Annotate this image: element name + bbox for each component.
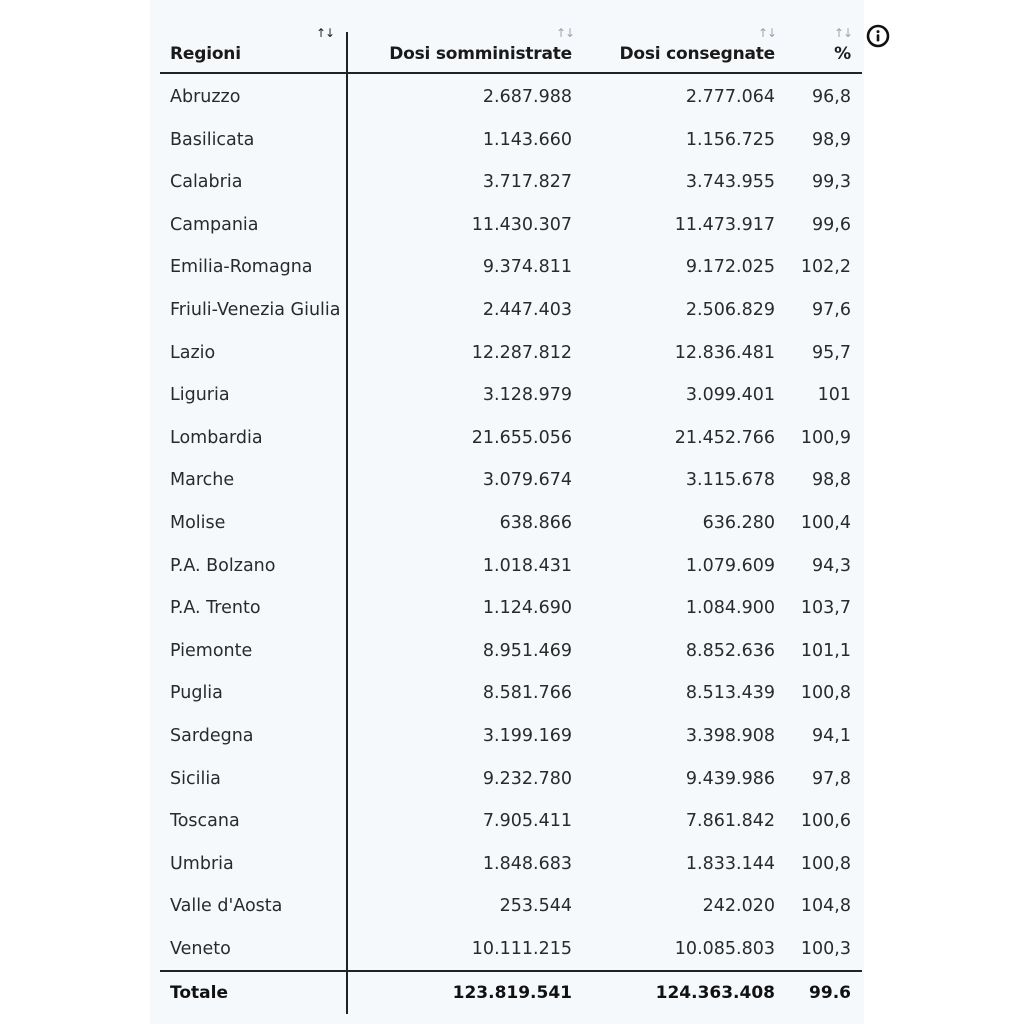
cell-percent: 104,8 (800, 896, 851, 917)
table-row (0, 204, 1024, 247)
cell-region: Friuli-Venezia Giulia (170, 299, 341, 320)
cell-region: Abruzzo (170, 87, 241, 107)
cell-region: P.A. Bolzano (170, 555, 276, 576)
cell-region: P.A. Trento (170, 598, 261, 619)
table-row (0, 289, 1024, 332)
column-header-percent[interactable]: % (834, 44, 851, 64)
table-row (0, 119, 1024, 162)
sort-percent-icon[interactable]: ↑↓ (834, 26, 853, 40)
cell-administered: 1.848.683 (482, 853, 572, 874)
table-row (0, 885, 1024, 928)
total-percent: 99.6 (809, 983, 851, 1003)
table-row (0, 332, 1024, 375)
total-label: Totale (170, 983, 228, 1003)
cell-administered: 8.951.469 (482, 640, 572, 661)
cell-delivered: 9.172.025 (685, 257, 775, 278)
total-row (0, 980, 1024, 1008)
cell-region: Campania (170, 214, 259, 235)
cell-region: Lazio (170, 342, 216, 363)
cell-delivered: 21.452.766 (674, 427, 775, 448)
cell-region: Emilia-Romagna (170, 257, 313, 278)
table-row (0, 587, 1024, 630)
cell-administered: 12.287.812 (471, 342, 572, 363)
cell-delivered: 242.020 (702, 896, 775, 917)
cell-delivered: 3.115.678 (685, 470, 775, 491)
cell-administered: 10.111.215 (471, 938, 572, 959)
cell-administered: 3.079.674 (482, 470, 572, 491)
cell-delivered: 2.777.064 (685, 87, 775, 107)
table-row (0, 758, 1024, 801)
header-rule (160, 72, 862, 74)
cell-percent: 96,8 (812, 87, 851, 107)
cell-administered: 1.124.690 (482, 598, 572, 619)
cell-administered: 638.866 (499, 512, 572, 533)
table-row (0, 417, 1024, 460)
cell-delivered: 12.836.481 (674, 342, 775, 363)
cell-percent: 95,7 (812, 342, 851, 363)
cell-administered: 2.687.988 (482, 87, 572, 107)
cell-administered: 3.128.979 (482, 385, 572, 406)
cell-region: Calabria (170, 172, 243, 193)
cell-administered: 2.447.403 (482, 299, 572, 320)
column-header-delivered[interactable]: Dosi consegnate (619, 44, 775, 64)
table-row (0, 630, 1024, 673)
table-row (0, 928, 1024, 971)
cell-percent: 94,1 (812, 725, 851, 746)
cell-delivered: 3.099.401 (685, 385, 775, 406)
cell-delivered: 10.085.803 (674, 938, 775, 959)
cell-percent: 97,8 (812, 768, 851, 789)
sort-regioni-icon[interactable]: ↑↓ (316, 26, 335, 40)
cell-percent: 98,8 (812, 470, 851, 491)
table-row (0, 246, 1024, 289)
table-row (0, 76, 1024, 119)
cell-percent: 99,6 (812, 214, 851, 235)
cell-region: Liguria (170, 385, 230, 406)
table-row (0, 502, 1024, 545)
cell-region: Marche (170, 470, 235, 491)
cell-percent: 101 (817, 385, 851, 406)
cell-region: Umbria (170, 853, 234, 874)
cell-delivered: 9.439.986 (685, 768, 775, 789)
cell-delivered: 2.506.829 (685, 299, 775, 320)
cell-administered: 1.143.660 (482, 129, 572, 150)
cell-region: Sardegna (170, 725, 254, 746)
column-header-regioni[interactable]: Regioni (170, 44, 241, 64)
cell-administered: 7.905.411 (482, 811, 572, 832)
cell-delivered: 1.156.725 (685, 129, 775, 150)
cell-delivered: 11.473.917 (674, 214, 775, 235)
table-row (0, 672, 1024, 715)
info-icon[interactable] (866, 24, 890, 48)
cell-percent: 94,3 (812, 555, 851, 576)
cell-delivered: 1.084.900 (685, 598, 775, 619)
cell-region: Toscana (170, 811, 240, 832)
total-delivered: 124.363.408 (655, 983, 775, 1003)
cell-percent: 102,2 (800, 257, 851, 278)
cell-percent: 100,8 (800, 683, 851, 704)
cell-percent: 100,8 (800, 853, 851, 874)
table-body (0, 76, 1024, 970)
column-header-administered[interactable]: Dosi somministrate (389, 44, 572, 64)
cell-delivered: 3.743.955 (685, 172, 775, 193)
cell-percent: 100,3 (800, 938, 851, 959)
table-row (0, 843, 1024, 886)
cell-region: Molise (170, 512, 226, 533)
cell-percent: 97,6 (812, 299, 851, 320)
cell-percent: 100,6 (800, 811, 851, 832)
sort-administered-icon[interactable]: ↑↓ (556, 26, 575, 40)
cell-delivered: 1.833.144 (685, 853, 775, 874)
cell-administered: 21.655.056 (471, 427, 572, 448)
cell-administered: 253.544 (499, 896, 572, 917)
cell-percent: 99,3 (812, 172, 851, 193)
cell-administered: 1.018.431 (482, 555, 572, 576)
cell-percent: 101,1 (800, 640, 851, 661)
table-row (0, 459, 1024, 502)
table-row (0, 800, 1024, 843)
cell-administered: 9.232.780 (482, 768, 572, 789)
cell-delivered: 8.852.636 (685, 640, 775, 661)
cell-percent: 100,9 (800, 427, 851, 448)
cell-administered: 11.430.307 (471, 214, 572, 235)
table-row (0, 374, 1024, 417)
cell-region: Lombardia (170, 427, 263, 448)
table-row (0, 545, 1024, 588)
cell-percent: 103,7 (800, 598, 851, 619)
cell-administered: 3.199.169 (482, 725, 572, 746)
cell-delivered: 636.280 (702, 512, 775, 533)
cell-region: Sicilia (170, 768, 221, 789)
cell-administered: 8.581.766 (482, 683, 572, 704)
table-row (0, 715, 1024, 758)
cell-region: Piemonte (170, 640, 253, 661)
cell-region: Puglia (170, 683, 223, 704)
cell-administered: 9.374.811 (482, 257, 572, 278)
table-row (0, 161, 1024, 204)
cell-region: Veneto (170, 938, 231, 959)
cell-percent: 100,4 (800, 512, 851, 533)
cell-region: Valle d'Aosta (170, 896, 283, 917)
cell-percent: 98,9 (812, 129, 851, 150)
cell-delivered: 7.861.842 (685, 811, 775, 832)
cell-administered: 3.717.827 (482, 172, 572, 193)
cell-delivered: 1.079.609 (685, 555, 775, 576)
cell-region: Basilicata (170, 129, 255, 150)
sort-delivered-icon[interactable]: ↑↓ (758, 26, 777, 40)
cell-delivered: 3.398.908 (685, 725, 775, 746)
cell-delivered: 8.513.439 (685, 683, 775, 704)
total-administered: 123.819.541 (452, 983, 572, 1003)
